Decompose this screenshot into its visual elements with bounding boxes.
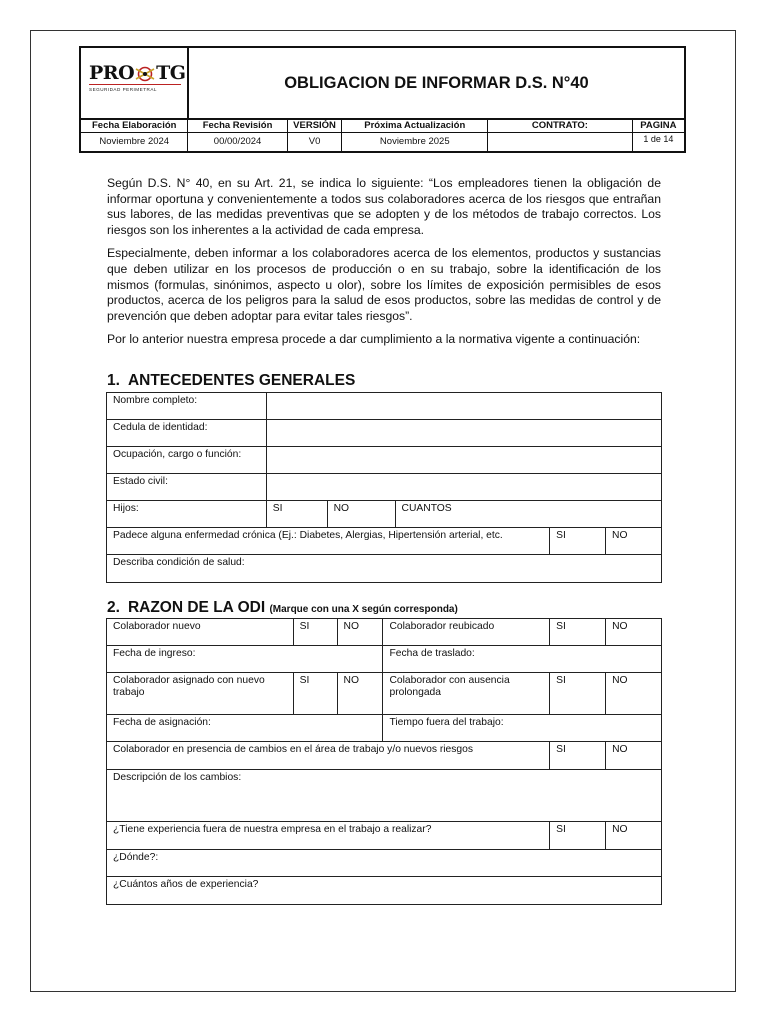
ocupacion-label: Ocupación, cargo o función:	[107, 447, 267, 474]
value-fecha-elaboracion: Noviembre 2024	[80, 133, 188, 153]
label-fecha-revision: Fecha Revisión	[188, 119, 287, 133]
colaborador-nuevo-no-option[interactable]: NO	[337, 619, 383, 646]
logo-tagline: SEGURIDAD PERIMETRAL	[89, 87, 157, 92]
label-version: VERSIÓN	[287, 119, 342, 133]
fecha-asignacion-field[interactable]: Fecha de asignación:	[107, 715, 383, 742]
ausencia-si-option[interactable]: SI	[550, 673, 606, 715]
intro-paragraph-3: Por lo anterior nuestra empresa procede a dar cumplimiento a la normativa vigente a continuación:	[107, 332, 641, 347]
asignado-nuevo-si-option[interactable]: SI	[293, 673, 337, 715]
fecha-traslado-field[interactable]: Fecha de traslado:	[383, 646, 662, 673]
hijos-cuantos-field[interactable]: CUANTOS	[395, 501, 661, 528]
value-pagina: 1 de 14	[632, 133, 685, 153]
logo-text-right: TG	[156, 62, 186, 84]
section-1-heading: ANTECEDENTES GENERALES	[127, 372, 356, 389]
colaborador-nuevo-label: Colaborador nuevo	[107, 619, 294, 646]
enfermedad-label: Padece alguna enfermedad crónica (Ej.: Diabetes, Alergias, Hipertensión arterial, etc.	[107, 528, 550, 555]
estado-civil-label: Estado civil:	[107, 474, 267, 501]
cedula-field[interactable]	[266, 420, 661, 447]
experiencia-no-option[interactable]: NO	[606, 822, 662, 850]
colaborador-reubicado-label: Colaborador reubicado	[383, 619, 550, 646]
value-version: V0	[287, 133, 342, 153]
logo	[80, 47, 188, 119]
experiencia-label: ¿Tiene experiencia fuera de nuestra empresa en el trabajo a realizar?	[107, 822, 550, 850]
hijos-no-option[interactable]: NO	[327, 501, 395, 528]
section-1-title	[107, 372, 355, 390]
logo-mark-icon	[135, 65, 155, 83]
ausencia-label: Colaborador con ausencia prolongada	[383, 673, 550, 715]
section-2-title	[107, 599, 458, 617]
value-fecha-revision: 00/00/2024	[188, 133, 287, 153]
label-proxima-actualizacion: Próxima Actualización	[342, 119, 488, 133]
section-1-number: 1.	[107, 372, 120, 389]
label-pagina: PAGINA	[632, 119, 685, 133]
logo-divider	[89, 84, 181, 85]
antecedentes-form	[106, 392, 662, 583]
section-2-note: (Marque con una X según corresponda)	[269, 604, 458, 615]
colaborador-reubicado-si-option[interactable]: SI	[550, 619, 606, 646]
intro-paragraph-1: Según D.S. N° 40, en su Art. 21, se indica lo siguiente: “Los empleadores tienen la obligación de informar oportuna y convenientemente a todos sus colaboradores acerca de los riesgos que entrañan sus labores, de las medidas preventivas que se adopten y de los métodos de trabajo correctos. Los riesgos son los inherentes a la actividad de cada empresa.	[107, 176, 661, 237]
hijos-si-option[interactable]: SI	[266, 501, 327, 528]
descripcion-cambios-field[interactable]: Descripción de los cambios:	[107, 770, 662, 822]
cedula-label: Cedula de identidad:	[107, 420, 267, 447]
nombre-field[interactable]	[266, 393, 661, 420]
document-title: OBLIGACION DE INFORMAR D.S. N°40	[188, 47, 685, 119]
fecha-ingreso-field[interactable]: Fecha de ingreso:	[107, 646, 383, 673]
enfermedad-no-option[interactable]: NO	[606, 528, 662, 555]
section-2-number: 2.	[107, 599, 120, 616]
hijos-label: Hijos:	[107, 501, 267, 528]
donde-field[interactable]: ¿Dónde?:	[107, 850, 662, 877]
enfermedad-si-option[interactable]: SI	[550, 528, 606, 555]
cambios-label: Colaborador en presencia de cambios en el área de trabajo y/o nuevos riesgos	[107, 742, 550, 770]
asignado-nuevo-label: Colaborador asignado con nuevo trabajo	[107, 673, 294, 715]
tiempo-fuera-field[interactable]: Tiempo fuera del trabajo:	[383, 715, 662, 742]
logo-text-left: PRO	[89, 62, 135, 84]
value-proxima-actualizacion: Noviembre 2025	[342, 133, 488, 153]
colaborador-reubicado-no-option[interactable]: NO	[606, 619, 662, 646]
ausencia-no-option[interactable]: NO	[606, 673, 662, 715]
cambios-no-option[interactable]: NO	[606, 742, 662, 770]
ocupacion-field[interactable]	[266, 447, 661, 474]
nombre-label: Nombre completo:	[107, 393, 267, 420]
intro-text	[107, 176, 661, 356]
condicion-salud-field[interactable]: Describa condición de salud:	[107, 555, 662, 583]
anos-experiencia-field[interactable]: ¿Cuántos años de experiencia?	[107, 877, 662, 905]
estado-civil-field[interactable]	[266, 474, 661, 501]
value-contrato	[488, 133, 633, 153]
cambios-si-option[interactable]: SI	[550, 742, 606, 770]
section-2-heading: RAZON DE LA ODI	[127, 599, 266, 616]
experiencia-si-option[interactable]: SI	[550, 822, 606, 850]
colaborador-nuevo-si-option[interactable]: SI	[293, 619, 337, 646]
razon-odi-form	[106, 618, 662, 905]
label-fecha-elaboracion: Fecha Elaboración	[80, 119, 188, 133]
document-header	[79, 46, 686, 153]
label-contrato: CONTRATO:	[488, 119, 633, 133]
asignado-nuevo-no-option[interactable]: NO	[337, 673, 383, 715]
intro-paragraph-2: Especialmente, deben informar a los colaboradores acerca de los elementos, productos y sustancias que deben utilizar en los procesos de producción o en su trabajo, sobre la identificación de los mismos (formulas, sinónimos, aspecto u olor), sobre los límites de exposición permisibles de esos productos, acerca de los peligros para la salud de esos productos, sobre las medidas de control y de prevención que deben adoptar para evitar tales riesgos”.	[107, 246, 661, 323]
